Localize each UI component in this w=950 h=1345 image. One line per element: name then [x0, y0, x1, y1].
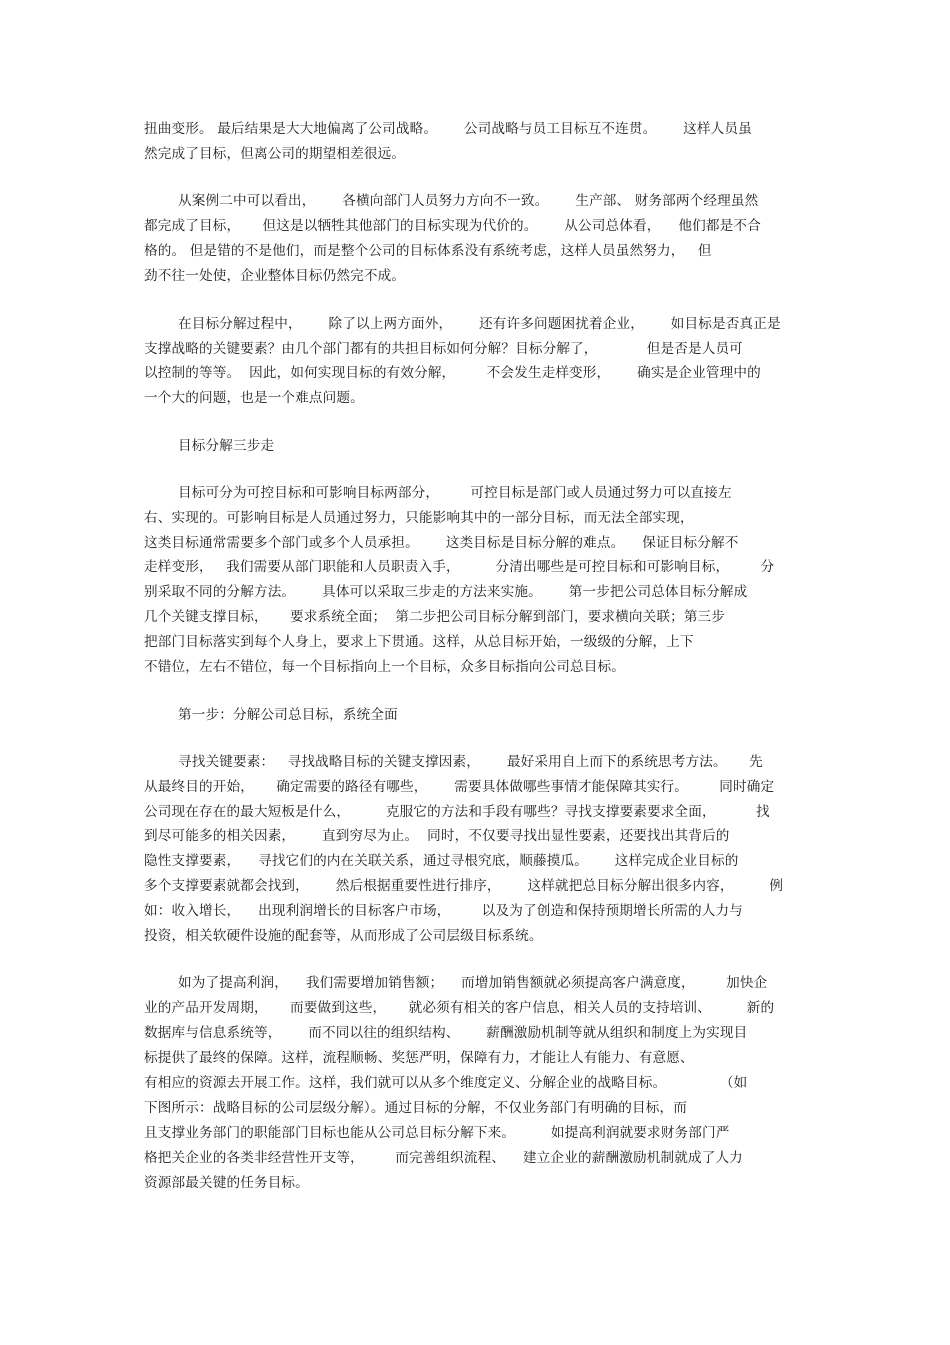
text-line: 寻找关键要素： 寻找战略目标的关键支撑因素， 最好采用自上而下的系统思考方法。 先	[178, 754, 763, 770]
text-line: 多个支撑要素就都会找到， 然后根据重要性进行排序， 这样就把总目标分解出很多内容， 例	[144, 878, 784, 894]
text-line: 隐性支撑要素， 寻找它们的内在关联关系，通过寻根究底，顺藤摸瓜。 这样完成企业目标的	[144, 853, 739, 869]
text-line: 都完成了目标， 但这是以牺牲其他部门的目标实现为代价的。 从公司总体看， 他们都是不合	[144, 218, 761, 234]
text-line: 格的。 但是错的不是他们，而是整个公司的目标体系没有系统考虑，这样人员虽然努力， 但	[144, 243, 712, 259]
text-line: 别采取不同的分解方法。 具体可以采取三步走的方法来实施。 第一步把公司总体目标分解成	[144, 584, 748, 600]
text-line: 不错位，左右不错位，每一个目标指向上一个目标，众多目标指向公司总目标。	[144, 659, 626, 675]
text-line: 劲不往一处使，企业整体目标仍然完不成。	[144, 268, 406, 284]
text-line: 格把关企业的各类非经营性开支等， 而完善组织流程、 建立企业的薪酬激励机制就成了人力	[144, 1150, 743, 1166]
section-heading: 第一步：分解公司总目标，系统全面	[178, 707, 398, 723]
text-line: 从最终目的开始， 确定需要的路径有哪些， 需要具体做哪些事情才能保障其实行。 同时确定	[144, 779, 775, 795]
text-line: 这类目标通常需要多个部门或多个人员承担。 这类目标是目标分解的难点。 保证目标分解不	[144, 535, 739, 551]
text-line: 扭曲变形。 最后结果是大大地偏离了公司战略。 公司战略与员工目标互不连贯。 这样人员虽	[144, 121, 752, 137]
text-line: 下图所示：战略目标的公司层级分解）。通过目标的分解，不仅业务部门有明确的目标，而	[144, 1100, 687, 1116]
text-line: 一个大的问题，也是一个难点问题。	[144, 390, 364, 406]
text-line: 目标可分为可控目标和可影响目标两部分， 可控目标是部门或人员通过努力可以直接左	[178, 485, 732, 501]
text-line: 在目标分解过程中， 除了以上两方面外， 还有许多问题困扰着企业， 如目标是否真正是	[178, 316, 781, 332]
text-line: 公司现在存在的最大短板是什么， 克服它的方法和手段有哪些？寻找支撑要素要求全面， 找	[144, 804, 770, 820]
text-line: 如为了提高利润， 我们需要增加销售额； 而增加销售额就必须提高客户满意度， 加快企	[178, 975, 768, 991]
text-line: 以控制的等等。 因此，如何实现目标的有效分解， 不会发生走样变形， 确实是企业管理中的	[144, 365, 761, 381]
text-line: 支撑战略的关键要素？由几个部门都有的共担目标如何分解？目标分解了， 但是否是人员可	[144, 341, 743, 357]
text-line: 业的产品开发周期， 而要做到这些， 就必须有相关的客户信息，相关人员的支持培训、 新的	[144, 1000, 775, 1016]
text-line: 如：收入增长， 出现利润增长的目标客户市场， 以及为了创造和保持预期增长所需的人力与	[144, 903, 743, 919]
text-line: 右、实现的。可影响目标是人员通过努力，只能影响其中的一部分目标，而无法全部实现，	[144, 510, 694, 526]
text-line: 把部门目标落实到每个人身上，要求上下贯通。这样，从总目标开始，一级级的分解，上下	[144, 634, 694, 650]
text-line: 到尽可能多的相关因素， 直到穷尽为止。 同时，不仅要寻找出显性要素，还要找出其背后的	[144, 828, 730, 844]
text-line: 然完成了目标，但离公司的期望相差很远。	[144, 146, 406, 162]
text-line: 标提供了最终的保障。这样，流程顺畅、奖惩严明，保障有力，才能让人有能力、有意愿、	[144, 1050, 694, 1066]
text-line: 投资，相关软硬件设施的配套等，从而形成了公司层级目标系统。	[144, 928, 543, 944]
section-heading: 目标分解三步走	[178, 438, 275, 454]
text-line: 几个关键支撑目标， 要求系统全面； 第二步把公司目标分解到部门，要求横向关联；第三步	[144, 609, 726, 625]
text-line: 资源部最关键的任务目标。	[144, 1175, 309, 1191]
text-line: 数据库与信息系统等， 而不同以往的组织结构、 薪酬激励机制等就从组织和制度上为实现目	[144, 1025, 748, 1041]
text-line: 从案例二中可以看出， 各横向部门人员努力方向不一致。 生产部、 财务部两个经理虽然	[178, 193, 759, 209]
text-line: 且支撑业务部门的职能部门目标也能从公司总目标分解下来。 如提高利润就要求财务部门严	[144, 1125, 730, 1141]
text-line: 走样变形， 我们需要从部门职能和人员职责入手， 分清出哪些是可控目标和可影响目标， 分	[144, 559, 775, 575]
text-line: 有相应的资源去开展工作。这样，我们就可以从多个维度定义、分解企业的战略目标。 （如	[144, 1075, 748, 1091]
